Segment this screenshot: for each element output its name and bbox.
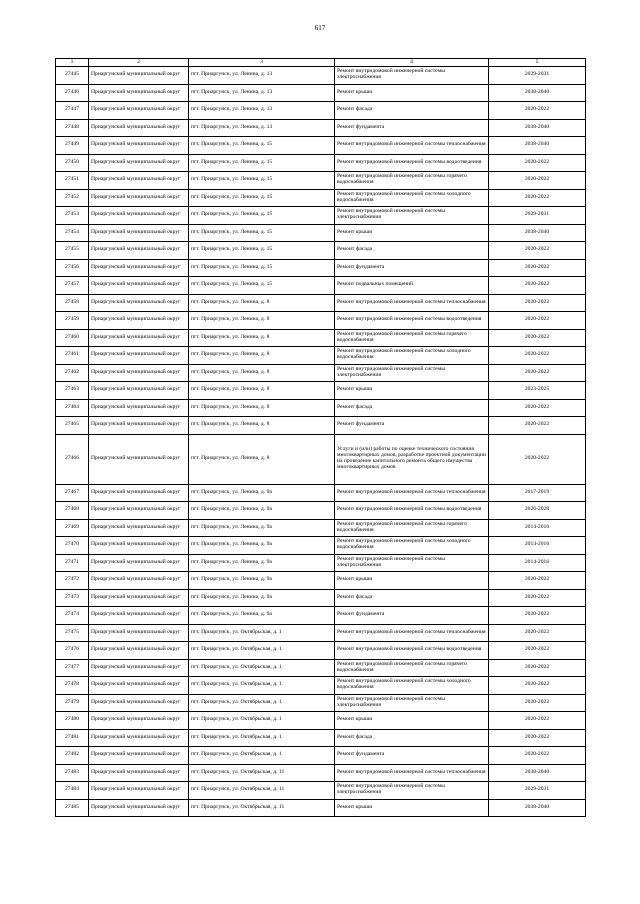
row-number: 27468 (56, 502, 89, 520)
row-work-type: Ремонт внутридомовой инженерной системы электроснабжения (335, 782, 489, 800)
row-address: пгт. Приаргунск, ул. Ленина, д. 9а (189, 519, 335, 537)
row-address: пгт. Приаргунск, ул. Ленина, д. 9а (189, 502, 335, 520)
row-period: 2020-2022 (489, 694, 586, 712)
row-district: Приаргунский муниципальный округ (89, 382, 189, 400)
row-number: 27448 (56, 119, 89, 137)
row-address: пгт. Приаргунск, ул. Ленина, д. 15 (189, 172, 335, 190)
row-period: 2020-2022 (489, 624, 586, 642)
row-address: пгт. Приаргунск, ул. Ленина, д. 9а (189, 607, 335, 625)
row-work-type: Ремонт внутридомовой инженерной системы электроснабжения (335, 207, 489, 225)
row-district: Приаргунский муниципальный округ (89, 519, 189, 537)
row-district: Приаргунский муниципальный округ (89, 799, 189, 817)
header-col-1: 1 (56, 59, 89, 67)
row-period: 2020-2022 (489, 259, 586, 277)
table-row (56, 519, 586, 537)
row-work-type: Ремонт фасада (335, 729, 489, 747)
row-work-type: Ремонт внутридомовой инженерной системы горячего водоснабжения (335, 659, 489, 677)
table-row (56, 294, 586, 312)
row-period: 2020-2022 (489, 399, 586, 417)
row-address: пгт. Приаргунск, ул. Ленина, д. 15 (189, 189, 335, 207)
table-row (56, 84, 586, 102)
row-district: Приаргунский муниципальный округ (89, 624, 189, 642)
row-district: Приаргунский муниципальный округ (89, 259, 189, 277)
table-row (56, 189, 586, 207)
row-work-type: Ремонт фасада (335, 589, 489, 607)
row-work-type: Ремонт крыши (335, 712, 489, 730)
row-period: 2014-2016 (489, 519, 586, 537)
row-work-type: Ремонт внутридомовой инженерной системы теплоснабжения (335, 484, 489, 502)
row-district: Приаргунский муниципальный округ (89, 277, 189, 295)
row-number: 27464 (56, 399, 89, 417)
row-number: 27472 (56, 572, 89, 590)
row-work-type: Ремонт подвальных помещений (335, 277, 489, 295)
row-period: 2020-2022 (489, 189, 586, 207)
row-work-type: Ремонт внутридомовой инженерной системы горячего водоснабжения (335, 172, 489, 190)
table-row (56, 694, 586, 712)
table-row (56, 537, 586, 555)
row-district: Приаргунский муниципальный округ (89, 677, 189, 695)
row-work-type: Ремонт крыши (335, 799, 489, 817)
row-district: Приаргунский муниципальный округ (89, 747, 189, 765)
row-period: 2029-2031 (489, 207, 586, 225)
row-period: 2020-2022 (489, 747, 586, 765)
row-address: пгт. Приаргунск, ул. Ленина, д. 8 (189, 347, 335, 365)
row-number: 27482 (56, 747, 89, 765)
row-address: пгт. Приаргунск, ул. Ленина, д. 8 (189, 329, 335, 347)
row-number: 27457 (56, 277, 89, 295)
row-number: 27455 (56, 242, 89, 260)
row-district: Приаргунский муниципальный округ (89, 329, 189, 347)
row-district: Приаргунский муниципальный округ (89, 137, 189, 155)
row-district: Приаргунский муниципальный округ (89, 572, 189, 590)
table-row (56, 259, 586, 277)
table-row (56, 329, 586, 347)
row-number: 27458 (56, 294, 89, 312)
table-row (56, 572, 586, 590)
row-period: 2038-2040 (489, 119, 586, 137)
row-number: 27462 (56, 364, 89, 382)
row-number: 27460 (56, 329, 89, 347)
row-district: Приаргунский муниципальный округ (89, 364, 189, 382)
row-address: пгт. Приаргунск, ул. Ленина, д. 13 (189, 102, 335, 120)
row-district: Приаргунский муниципальный округ (89, 417, 189, 435)
row-work-type: Ремонт внутридомовой инженерной системы холодного водоснабжения (335, 537, 489, 555)
row-number: 27446 (56, 84, 89, 102)
table-row (56, 207, 586, 225)
row-address: пгт. Приаргунск, ул. Ленина, д. 8 (189, 417, 335, 435)
row-district: Приаргунский муниципальный округ (89, 712, 189, 730)
row-address: пгт. Приаргунск, ул. Октябрьская, д. 1 (189, 694, 335, 712)
row-district: Приаргунский муниципальный округ (89, 102, 189, 120)
row-address: пгт. Приаргунск, ул. Ленина, д. 13 (189, 84, 335, 102)
row-work-type: Ремонт внутридомовой инженерной системы электроснабжения (335, 67, 489, 85)
table-row (56, 67, 586, 85)
row-number: 27479 (56, 694, 89, 712)
row-district: Приаргунский муниципальный округ (89, 607, 189, 625)
row-address: пгт. Приаргунск, ул. Октябрьская, д. 1 (189, 677, 335, 695)
row-number: 27461 (56, 347, 89, 365)
table-row (56, 382, 586, 400)
row-district: Приаргунский муниципальный округ (89, 242, 189, 260)
row-period: 2020-2022 (489, 642, 586, 660)
row-work-type: Ремонт внутридомовой инженерной системы электроснабжения (335, 364, 489, 382)
row-work-type: Ремонт фундамента (335, 259, 489, 277)
row-period: 2020-2022 (489, 659, 586, 677)
row-address: пгт. Приаргунск, ул. Ленина, д. 15 (189, 224, 335, 242)
row-district: Приаргунский муниципальный округ (89, 67, 189, 85)
table-row (56, 589, 586, 607)
row-number: 27454 (56, 224, 89, 242)
table-row (56, 782, 586, 800)
table-row (56, 554, 586, 572)
row-period: 2038-2040 (489, 137, 586, 155)
row-period: 2020-2022 (489, 172, 586, 190)
table-row (56, 434, 586, 484)
table-row (56, 484, 586, 502)
table-row (56, 399, 586, 417)
table-row (56, 347, 586, 365)
table-row (56, 799, 586, 817)
row-district: Приаргунский муниципальный округ (89, 782, 189, 800)
row-period: 2020-2022 (489, 607, 586, 625)
table-row (56, 747, 586, 765)
row-period: 2038-2040 (489, 84, 586, 102)
row-work-type: Ремонт крыши (335, 224, 489, 242)
table-row (56, 659, 586, 677)
row-number: 27481 (56, 729, 89, 747)
row-district: Приаргунский муниципальный округ (89, 764, 189, 782)
header-row (56, 59, 586, 67)
row-period: 2020-2022 (489, 102, 586, 120)
row-number: 27453 (56, 207, 89, 225)
row-district: Приаргунский муниципальный округ (89, 224, 189, 242)
row-district: Приаргунский муниципальный округ (89, 172, 189, 190)
row-period: 2020-2022 (489, 329, 586, 347)
row-number: 27447 (56, 102, 89, 120)
row-address: пгт. Приаргунск, ул. Октябрьская, д. 11 (189, 799, 335, 817)
row-district: Приаргунский муниципальный округ (89, 347, 189, 365)
row-number: 27471 (56, 554, 89, 572)
row-address: пгт. Приаргунск, ул. Ленина, д. 15 (189, 242, 335, 260)
table-row (56, 137, 586, 155)
header-col-5: 5 (489, 59, 586, 67)
row-address: пгт. Приаргунск, ул. Ленина, д. 15 (189, 277, 335, 295)
row-period: 2020-2022 (489, 434, 586, 484)
row-work-type: Ремонт фундамента (335, 417, 489, 435)
row-work-type: Ремонт крыши (335, 382, 489, 400)
row-work-type: Ремонт внутридомовой инженерной системы холодного водоснабжения (335, 677, 489, 695)
row-address: пгт. Приаргунск, ул. Ленина, д. 9а (189, 572, 335, 590)
row-work-type: Ремонт внутридомовой инженерной системы водоотведения (335, 642, 489, 660)
row-period: 2017-2019 (489, 484, 586, 502)
row-period: 2020-2022 (489, 347, 586, 365)
row-number: 27451 (56, 172, 89, 190)
row-address: пгт. Приаргунск, ул. Ленина, д. 9а (189, 589, 335, 607)
row-number: 27480 (56, 712, 89, 730)
row-work-type: Ремонт внутридомовой инженерной системы теплоснабжения (335, 137, 489, 155)
table-row (56, 417, 586, 435)
row-period: 2020-2022 (489, 712, 586, 730)
row-number: 27465 (56, 417, 89, 435)
row-work-type: Ремонт внутридомовой инженерной системы электроснабжения (335, 554, 489, 572)
registry-table (55, 58, 586, 817)
table-row (56, 312, 586, 330)
row-district: Приаргунский муниципальный округ (89, 294, 189, 312)
row-district: Приаргунский муниципальный округ (89, 189, 189, 207)
row-work-type: Ремонт фундамента (335, 607, 489, 625)
row-district: Приаргунский муниципальный округ (89, 694, 189, 712)
row-period: 2026-2028 (489, 502, 586, 520)
row-work-type: Ремонт внутридомовой инженерной системы теплоснабжения (335, 764, 489, 782)
row-work-type: Ремонт внутридомовой инженерной системы водоотведения (335, 312, 489, 330)
row-period: 2014-2016 (489, 554, 586, 572)
row-work-type: Ремонт внутридомовой инженерной системы электроснабжения (335, 694, 489, 712)
row-number: 27475 (56, 624, 89, 642)
row-period: 2020-2022 (489, 677, 586, 695)
row-work-type: Ремонт внутридомовой инженерной системы теплоснабжения (335, 294, 489, 312)
row-address: пгт. Приаргунск, ул. Ленина, д. 8 (189, 312, 335, 330)
table-row (56, 502, 586, 520)
row-period: 2020-2022 (489, 589, 586, 607)
table-row (56, 607, 586, 625)
row-period: 2038-2040 (489, 799, 586, 817)
row-period: 2023-2025 (489, 382, 586, 400)
row-period: 2020-2022 (489, 242, 586, 260)
row-address: пгт. Приаргунск, ул. Ленина, д. 9а (189, 554, 335, 572)
row-period: 2020-2022 (489, 277, 586, 295)
row-period: 2020-2022 (489, 729, 586, 747)
row-address: пгт. Приаргунск, ул. Ленина, д. 15 (189, 137, 335, 155)
row-address: пгт. Приаргунск, ул. Октябрьская, д. 11 (189, 782, 335, 800)
row-period: 2020-2022 (489, 572, 586, 590)
row-number: 27478 (56, 677, 89, 695)
table-row (56, 677, 586, 695)
row-district: Приаргунский муниципальный округ (89, 154, 189, 172)
row-district: Приаргунский муниципальный округ (89, 537, 189, 555)
row-work-type: Ремонт фундамента (335, 119, 489, 137)
row-number: 27445 (56, 67, 89, 85)
row-period: 2029-2031 (489, 67, 586, 85)
row-address: пгт. Приаргунск, ул. Октябрьская, д. 11 (189, 764, 335, 782)
row-district: Приаргунский муниципальный округ (89, 484, 189, 502)
row-district: Приаргунский муниципальный округ (89, 589, 189, 607)
row-address: пгт. Приаргунск, ул. Октябрьская, д. 1 (189, 729, 335, 747)
row-work-type: Ремонт внутридомовой инженерной системы горячего водоснабжения (335, 329, 489, 347)
row-period: 2038-2040 (489, 224, 586, 242)
row-district: Приаргунский муниципальный округ (89, 434, 189, 484)
row-number: 27483 (56, 764, 89, 782)
row-district: Приаргунский муниципальный округ (89, 399, 189, 417)
row-district: Приаргунский муниципальный округ (89, 502, 189, 520)
header-col-3: 3 (189, 59, 335, 67)
row-address: пгт. Приаргунск, ул. Октябрьская, д. 1 (189, 659, 335, 677)
table-row (56, 172, 586, 190)
header-col-2: 2 (89, 59, 189, 67)
row-work-type: Ремонт фасада (335, 102, 489, 120)
row-number: 27477 (56, 659, 89, 677)
table-row (56, 624, 586, 642)
row-work-type: Услуги и (или) работы по оценке технического состояния многоквартирных домов, разработке проектной документации на проведение капитального ремонта общего имущества многоквартирных домов (335, 434, 489, 484)
row-address: пгт. Приаргунск, ул. Октябрьская, д. 1 (189, 712, 335, 730)
row-period: 2029-2031 (489, 782, 586, 800)
row-district: Приаргунский муниципальный округ (89, 312, 189, 330)
row-address: пгт. Приаргунск, ул. Ленина, д. 15 (189, 259, 335, 277)
table-row (56, 102, 586, 120)
table-row (56, 277, 586, 295)
table-row (56, 119, 586, 137)
row-address: пгт. Приаргунск, ул. Ленина, д. 13 (189, 119, 335, 137)
row-number: 27467 (56, 484, 89, 502)
row-address: пгт. Приаргунск, ул. Октябрьская, д. 1 (189, 747, 335, 765)
row-number: 27476 (56, 642, 89, 660)
row-work-type: Ремонт фасада (335, 399, 489, 417)
row-number: 27484 (56, 782, 89, 800)
row-address: пгт. Приаргунск, ул. Ленина, д. 15 (189, 207, 335, 225)
row-address: пгт. Приаргунск, ул. Ленина, д. 8 (189, 434, 335, 484)
page-number: 617 (314, 24, 326, 32)
row-district: Приаргунский муниципальный округ (89, 84, 189, 102)
row-address: пгт. Приаргунск, ул. Октябрьская, д. 1 (189, 624, 335, 642)
row-address: пгт. Приаргунск, ул. Ленина, д. 8 (189, 399, 335, 417)
row-address: пгт. Приаргунск, ул. Ленина, д. 13 (189, 67, 335, 85)
row-period: 2020-2022 (489, 417, 586, 435)
table-row (56, 154, 586, 172)
row-number: 27450 (56, 154, 89, 172)
row-number: 27456 (56, 259, 89, 277)
row-number: 27463 (56, 382, 89, 400)
table-body (56, 67, 586, 817)
row-period: 2020-2022 (489, 312, 586, 330)
row-district: Приаргунский муниципальный округ (89, 642, 189, 660)
row-address: пгт. Приаргунск, ул. Ленина, д. 8 (189, 382, 335, 400)
row-number: 27469 (56, 519, 89, 537)
row-district: Приаргунский муниципальный округ (89, 119, 189, 137)
row-work-type: Ремонт крыши (335, 84, 489, 102)
table-row (56, 712, 586, 730)
row-address: пгт. Приаргунск, ул. Ленина, д. 9а (189, 537, 335, 555)
row-work-type: Ремонт крыши (335, 572, 489, 590)
table-row (56, 224, 586, 242)
row-period: 2020-2022 (489, 154, 586, 172)
row-work-type: Ремонт внутридомовой инженерной системы горячего водоснабжения (335, 519, 489, 537)
row-period: 2020-2022 (489, 364, 586, 382)
row-period: 2020-2022 (489, 294, 586, 312)
row-district: Приаргунский муниципальный округ (89, 554, 189, 572)
table-row (56, 729, 586, 747)
row-period: 2038-2040 (489, 764, 586, 782)
row-work-type: Ремонт внутридомовой инженерной системы холодного водоснабжения (335, 347, 489, 365)
table-row (56, 364, 586, 382)
table-row (56, 642, 586, 660)
row-district: Приаргунский муниципальный округ (89, 659, 189, 677)
row-address: пгт. Приаргунск, ул. Ленина, д. 8 (189, 364, 335, 382)
row-work-type: Ремонт внутридомовой инженерной системы водоотведения (335, 502, 489, 520)
row-address: пгт. Приаргунск, ул. Ленина, д. 15 (189, 154, 335, 172)
row-number: 27452 (56, 189, 89, 207)
row-number: 27485 (56, 799, 89, 817)
row-number: 27466 (56, 434, 89, 484)
row-number: 27470 (56, 537, 89, 555)
row-number: 27474 (56, 607, 89, 625)
row-work-type: Ремонт фасада (335, 242, 489, 260)
row-number: 27473 (56, 589, 89, 607)
row-district: Приаргунский муниципальный округ (89, 729, 189, 747)
row-period: 2014-2016 (489, 537, 586, 555)
row-work-type: Ремонт внутридомовой инженерной системы теплоснабжения (335, 624, 489, 642)
row-number: 27459 (56, 312, 89, 330)
row-district: Приаргунский муниципальный округ (89, 207, 189, 225)
table-row (56, 242, 586, 260)
table-row (56, 764, 586, 782)
row-address: пгт. Приаргунск, ул. Октябрьская, д. 1 (189, 642, 335, 660)
row-address: пгт. Приаргунск, ул. Ленина, д. 9а (189, 484, 335, 502)
row-number: 27449 (56, 137, 89, 155)
header-col-4: 4 (335, 59, 489, 67)
row-address: пгт. Приаргунск, ул. Ленина, д. 8 (189, 294, 335, 312)
row-work-type: Ремонт внутридомовой инженерной системы холодного водоснабжения (335, 189, 489, 207)
row-work-type: Ремонт внутридомовой инженерной системы водоотведения (335, 154, 489, 172)
row-work-type: Ремонт фундамента (335, 747, 489, 765)
